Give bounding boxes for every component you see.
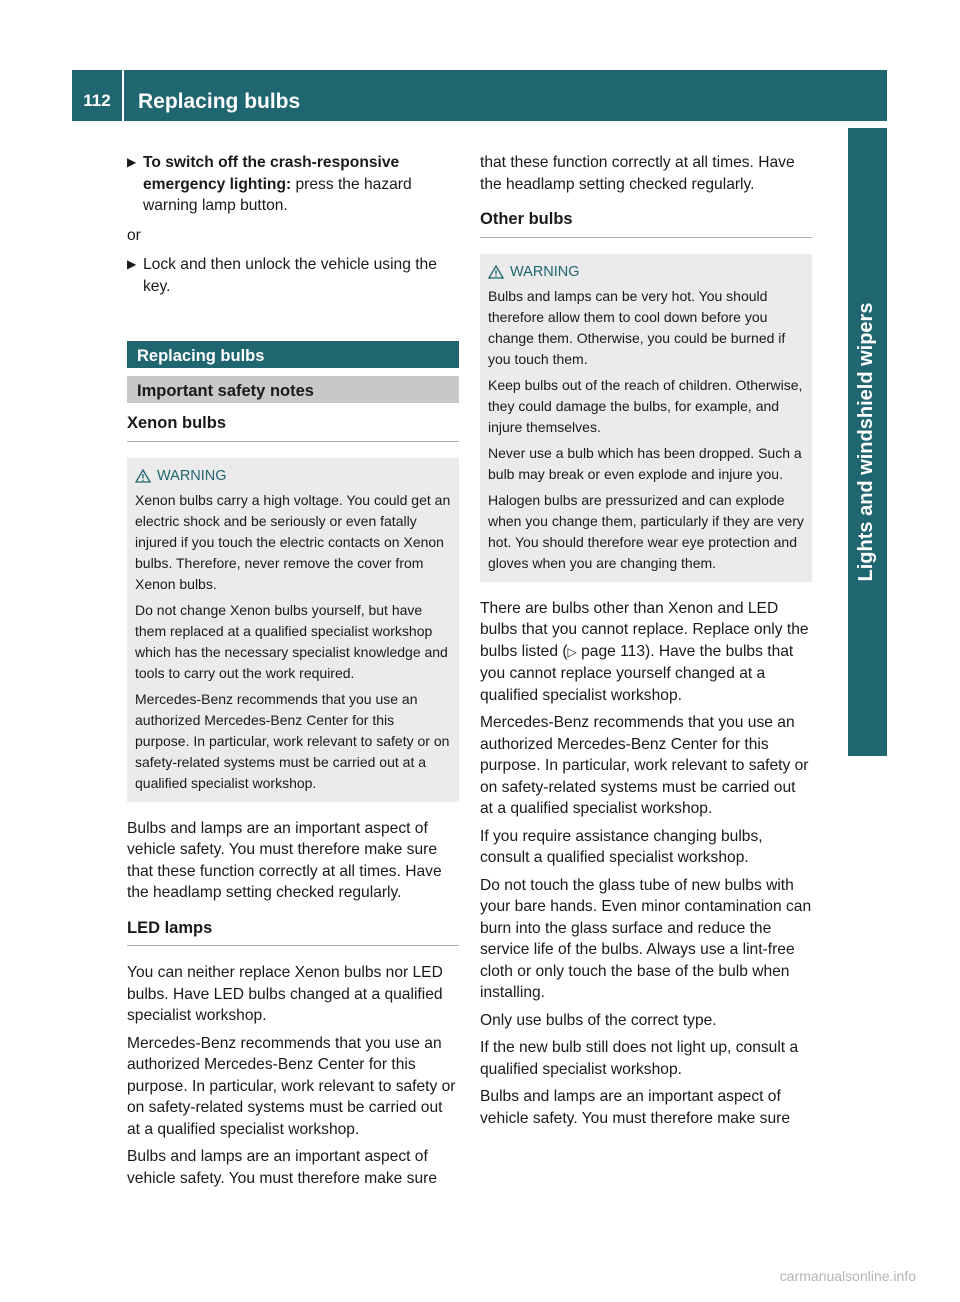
body-paragraph: If you require assistance changing bulbs, consult a qualified specialist workshop. — [480, 827, 763, 866]
watermark: carmanualsonline.info — [779, 1268, 916, 1284]
warning-box — [127, 458, 459, 802]
or-text: or — [127, 226, 141, 244]
topic-heading-other: Other bulbs — [480, 209, 812, 238]
warning-label: WARNING — [510, 263, 580, 280]
body-paragraph: Mercedes-Benz recommends that you use an authorized Mercedes-Benz Center for this purpose. In particular, work relevant to safety or on safety-related systems must be carried out at a qualified specialist workshop. — [480, 714, 809, 817]
section-heading: Replacing bulbs — [127, 341, 459, 368]
warning-paragraph: Keep bulbs out of the reach of children. Otherwise, they could damage the bulbs, for example, and injure themselves. — [488, 376, 803, 435]
warning-paragraph: Xenon bulbs carry a high voltage. You could get an electric shock and be seriously or even fatally injured if you touch the electric contacts on Xenon bulbs. Therefore, never remove the cover from Xenon bulbs. — [135, 491, 451, 592]
step-text: Lock and then unlock the vehicle using the key. — [143, 256, 437, 295]
warning-header — [135, 466, 451, 487]
body-paragraph: Only use bulbs of the correct type. — [480, 1011, 717, 1029]
body-paragraph — [480, 598, 812, 707]
topic-heading-led: LED lamps — [127, 918, 459, 947]
warning-triangle-icon — [135, 469, 151, 483]
page-reference-link[interactable]: page 113 — [581, 642, 646, 660]
body-paragraph: Bulbs and lamps are an important aspect of vehicle safety. You must therefore make sure that these function correctly at all times. Have the headlamp setting checked regularly. — [127, 819, 442, 901]
warning-paragraph: Do not change Xenon bulbs yourself, but have them replaced at a qualified specialist workshop which has the necessary specialist knowledge and tools to carry out the work required. — [135, 601, 448, 681]
warning-paragraph: Halogen bulbs are pressurized and can explode when you change them, particularly if they are very hot. You should therefore wear eye protection and gloves when you are changing them. — [488, 491, 804, 571]
subsection-heading: Important safety notes — [127, 376, 459, 403]
step-bold-text: To switch off the crash-responsive emergency lighting: — [143, 154, 400, 193]
topic-heading-xenon: Xenon bulbs — [127, 413, 459, 442]
body-paragraph: that these function correctly at all times. Have the headlamp setting checked regularly. — [480, 154, 795, 193]
warning-label: WARNING — [157, 467, 227, 484]
body-text: There are bulbs other than Xenon and LED bulbs that you cannot replace. Replace only the bulbs listed ( — [480, 599, 809, 660]
instruction-step — [127, 254, 459, 297]
page-title: Replacing bulbs — [138, 90, 301, 113]
warning-paragraph: Bulbs and lamps can be very hot. You should therefore allow them to cool down before you change them. Otherwise, you could be burned if you touch them. — [488, 287, 786, 367]
left-column — [127, 152, 459, 1195]
page-header — [72, 70, 887, 121]
page-number: 112 — [72, 70, 124, 121]
warning-paragraph: Never use a bulb which has been dropped. Such a bulb may break or even explode and injure you. — [488, 444, 802, 482]
warning-triangle-icon — [488, 265, 504, 279]
warning-paragraph: Mercedes-Benz recommends that you use an authorized Mercedes-Benz Center for this purpose. In particular, work relevant to safety or on safety-related systems must be carried out at a qualified specialist workshop. — [135, 690, 450, 791]
body-paragraph: Bulbs and lamps are an important aspect of vehicle safety. You must therefore make sure — [127, 1148, 438, 1187]
body-paragraph: You can neither replace Xenon bulbs nor LED bulbs. Have LED bulbs changed at a qualified specialist workshop. — [127, 964, 443, 1024]
body-paragraph: Mercedes-Benz recommends that you use an authorized Mercedes-Benz Center for this purpose. In particular, work relevant to safety or on safety-related systems must be carried out at a qualified specialist workshop. — [127, 1034, 456, 1138]
warning-header — [488, 262, 804, 283]
body-paragraph: Do not touch the glass tube of new bulbs with your bare hands. Even minor contamination can burn into the glass surface and reduce the service life of the bulbs. Always use a lint-free cloth or only touch the base of the bulb when installing. — [480, 876, 812, 1001]
step-text: press the hazard warning lamp button. — [143, 175, 412, 214]
right-column — [480, 152, 812, 1135]
step-arrow-icon: ▶ — [127, 155, 137, 169]
body-paragraph: Bulbs and lamps are an important aspect of vehicle safety. You must therefore make sure — [480, 1088, 791, 1127]
step-arrow-icon: ▶ — [127, 257, 137, 271]
body-text: ). Have the bulbs that you cannot replace yourself changed at a qualified specialist workshop. — [480, 642, 794, 704]
chapter-side-tab — [848, 128, 887, 756]
chapter-label: Lights and windshield wipers — [855, 302, 877, 582]
body-paragraph: If the new bulb still does not light up, consult a qualified specialist workshop. — [480, 1039, 799, 1078]
instruction-step — [127, 152, 459, 217]
page-reference-arrow-icon: ▷ — [567, 644, 577, 659]
warning-box — [480, 254, 812, 582]
